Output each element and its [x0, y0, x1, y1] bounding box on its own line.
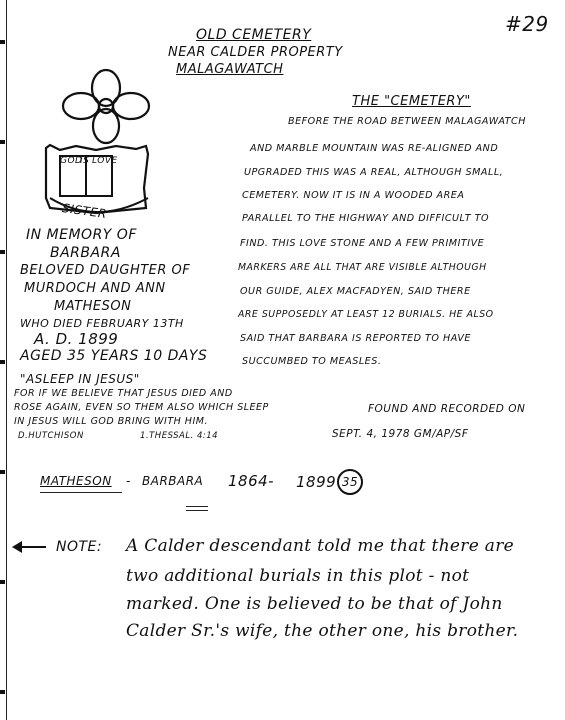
flower-icon: [63, 70, 149, 143]
heading-line-2: NEAR CALDER PROPERTY: [168, 45, 343, 60]
index-age: 35: [341, 475, 359, 489]
book-word-right: LOVE: [92, 156, 118, 166]
index-dash: -: [126, 474, 131, 488]
article-line: ARE SUPPOSEDLY AT LEAST 12 BURIALS. HE ALSO: [238, 309, 494, 320]
recorded-line-2: SEPT. 4, 1978 GM/AP/SF: [332, 428, 469, 440]
note-label: NOTE:: [56, 539, 103, 555]
binding-hole: [0, 250, 5, 254]
binding-hole: [0, 40, 5, 44]
heading-line-1: OLD CEMETERY: [196, 27, 312, 43]
article-line: FIND. THIS LOVE STONE AND A FEW PRIMITIVE: [240, 238, 485, 249]
arrow-left-icon: [14, 546, 46, 548]
article-line: BEFORE THE ROAD BETWEEN MALAGAWATCH: [288, 116, 526, 127]
article-title: THE "CEMETERY": [352, 94, 471, 109]
double-rule-top: [186, 506, 208, 507]
carver-name: D.HUTCHISON: [18, 431, 84, 441]
page-binding-edge: [0, 0, 7, 720]
binding-hole: [0, 360, 5, 364]
verse-citation: 1.THESSAL. 4:14: [140, 431, 219, 441]
inscription-line-7: A. D. 1899: [34, 330, 119, 348]
inscription-line-8: AGED 35 YEARS 10 DAYS: [20, 348, 208, 364]
note-line: Calder Sr.'s wife, the other one, his brother.: [126, 621, 519, 641]
double-rule-bottom: [186, 510, 208, 511]
inscription-line-6: WHO DIED FEBRUARY 13TH: [20, 317, 184, 330]
binding-hole: [0, 140, 5, 144]
index-death-year: 1899: [296, 473, 337, 491]
inscription-line-9: "ASLEEP IN JESUS": [20, 372, 140, 386]
page-number: #29: [505, 12, 549, 36]
article-line: CEMETERY. NOW IT IS IN A WOODED AREA: [242, 190, 465, 201]
index-birth-year: 1864-: [228, 472, 275, 490]
recorded-line-1: FOUND AND RECORDED ON: [368, 403, 526, 415]
index-surname: MATHESON: [40, 474, 112, 488]
inscription-line-3: BELOVED DAUGHTER OF: [20, 263, 191, 278]
article-line: SAID THAT BARBARA IS REPORTED TO HAVE: [240, 333, 471, 344]
inscription-line-4: MURDOCH AND ANN: [24, 281, 166, 296]
article-line: PARALLEL TO THE HIGHWAY AND DIFFICULT TO: [242, 213, 490, 224]
note-line: A Calder descendant told me that there are: [126, 536, 515, 556]
inscription-line-1: IN MEMORY OF: [26, 227, 137, 243]
binding-hole: [0, 470, 5, 474]
gravestone-drawing: [36, 58, 166, 228]
article-line: MARKERS ARE ALL THAT ARE VISIBLE ALTHOUGH: [238, 262, 487, 273]
verse-line-2: ROSE AGAIN, EVEN SO THEM ALSO WHICH SLEEP: [14, 402, 269, 413]
verse-line-3: IN JESUS WILL GOD BRING WITH HIM.: [14, 416, 208, 427]
book-word-middle: IS: [80, 156, 90, 166]
index-given-name: BARBARA: [142, 474, 204, 488]
article-line: SUCCUMBED TO MEASLES.: [242, 356, 382, 367]
article-line: OUR GUIDE, ALEX MACFADYEN, SAID THERE: [240, 286, 471, 297]
binding-hole: [0, 690, 5, 694]
age-circle: [337, 469, 363, 495]
inscription-line-2: BARBARA: [50, 245, 121, 261]
book-word-left: GOD: [60, 156, 83, 166]
article-line: AND MARBLE MOUNTAIN WAS RE-ALIGNED AND: [250, 143, 499, 154]
article-line: UPGRADED THIS WAS A REAL, ALTHOUGH SMALL,: [244, 167, 504, 178]
binding-hole: [0, 580, 5, 584]
verse-line-1: FOR IF WE BELIEVE THAT JESUS DIED AND: [14, 388, 233, 399]
note-line: marked. One is believed to be that of John: [126, 594, 503, 614]
ribbon-text: SISTER: [61, 200, 108, 222]
note-line: two additional burials in this plot - not: [126, 566, 470, 586]
inscription-line-5: MATHESON: [54, 299, 132, 314]
surname-underline: [40, 492, 122, 493]
heading-line-3: MALAGAWATCH: [176, 62, 284, 77]
